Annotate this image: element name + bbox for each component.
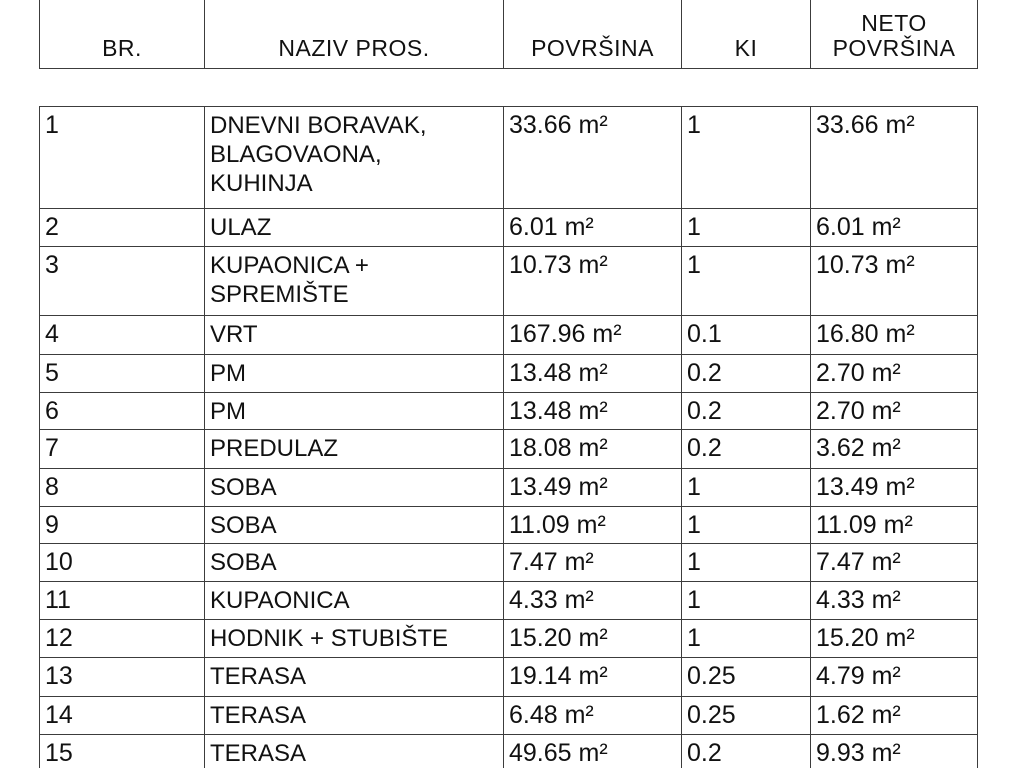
- cell-ki: 0.2: [682, 430, 811, 469]
- cell-number: 9: [40, 507, 205, 544]
- cell-ki: 1: [682, 247, 811, 316]
- cell-net-area: 15.20 m²: [811, 620, 978, 658]
- header-row: [40, 0, 978, 69]
- cell-number: 12: [40, 620, 205, 658]
- cell-area: 13.48 m²: [504, 355, 682, 393]
- cell-net-area: 11.09 m²: [811, 507, 978, 544]
- cell-ki: 1: [682, 544, 811, 582]
- cell-name: HODNIK + STUBIŠTE: [205, 620, 504, 658]
- cell-number: 4: [40, 316, 205, 355]
- cell-area: 33.66 m²: [504, 107, 682, 209]
- cell-number: 5: [40, 355, 205, 393]
- cell-ki: 0.1: [682, 316, 811, 355]
- cell-name: KUPAONICA: [205, 582, 504, 620]
- cell-area: 6.48 m²: [504, 697, 682, 735]
- cell-name: TERASA: [205, 735, 504, 768]
- table-row: [40, 107, 978, 209]
- table-row: [40, 393, 978, 430]
- cell-area: 49.65 m²: [504, 735, 682, 768]
- column-header-area: POVRŠINA: [504, 0, 682, 69]
- cell-name: ULAZ: [205, 209, 504, 247]
- cell-area: 15.20 m²: [504, 620, 682, 658]
- cell-area: 19.14 m²: [504, 658, 682, 697]
- table-row: [40, 658, 978, 697]
- cell-ki: 0.2: [682, 355, 811, 393]
- cell-number: 15: [40, 735, 205, 768]
- cell-area: 6.01 m²: [504, 209, 682, 247]
- cell-net-area: 4.33 m²: [811, 582, 978, 620]
- table-row: [40, 247, 978, 316]
- cell-ki: 1: [682, 469, 811, 507]
- cell-area: 10.73 m²: [504, 247, 682, 316]
- cell-area: 167.96 m²: [504, 316, 682, 355]
- cell-ki: 1: [682, 209, 811, 247]
- cell-area: 13.49 m²: [504, 469, 682, 507]
- cell-number: 2: [40, 209, 205, 247]
- table-row: [40, 735, 978, 768]
- cell-area: 18.08 m²: [504, 430, 682, 469]
- cell-net-area: 10.73 m²: [811, 247, 978, 316]
- table-row: [40, 544, 978, 582]
- cell-name: TERASA: [205, 697, 504, 735]
- cell-net-area: 13.49 m²: [811, 469, 978, 507]
- cell-net-area: 7.47 m²: [811, 544, 978, 582]
- cell-name: TERASA: [205, 658, 504, 697]
- column-header-ki: KI: [682, 0, 811, 69]
- cell-ki: 0.25: [682, 658, 811, 697]
- cell-number: 14: [40, 697, 205, 735]
- table-row: [40, 209, 978, 247]
- cell-ki: 0.2: [682, 393, 811, 430]
- cell-net-area: 4.79 m²: [811, 658, 978, 697]
- cell-net-area: 16.80 m²: [811, 316, 978, 355]
- cell-net-area: 33.66 m²: [811, 107, 978, 209]
- column-header-table: [39, 0, 978, 69]
- cell-net-area: 3.62 m²: [811, 430, 978, 469]
- cell-number: 6: [40, 393, 205, 430]
- table-body: [40, 107, 978, 768]
- cell-number: 3: [40, 247, 205, 316]
- table-row: [40, 620, 978, 658]
- column-header-net-area: NETO POVRŠINA: [811, 0, 978, 69]
- table-row: [40, 316, 978, 355]
- table-row: [40, 430, 978, 469]
- cell-net-area: 2.70 m²: [811, 393, 978, 430]
- cell-ki: 1: [682, 507, 811, 544]
- cell-name: PM: [205, 355, 504, 393]
- cell-ki: 0.2: [682, 735, 811, 768]
- column-header-number: BR.: [40, 0, 205, 69]
- cell-area: 7.47 m²: [504, 544, 682, 582]
- cell-number: 8: [40, 469, 205, 507]
- cell-name: SOBA: [205, 469, 504, 507]
- cell-name: KUPAONICA + SPREMIŠTE: [205, 247, 504, 316]
- cell-name: SOBA: [205, 507, 504, 544]
- table-row: [40, 469, 978, 507]
- cell-number: 11: [40, 582, 205, 620]
- cell-net-area: 9.93 m²: [811, 735, 978, 768]
- cell-number: 13: [40, 658, 205, 697]
- cell-ki: 0.25: [682, 697, 811, 735]
- cell-name: DNEVNI BORAVAK, BLAGOVAONA, KUHINJA: [205, 107, 504, 209]
- cell-number: 7: [40, 430, 205, 469]
- cell-name: PM: [205, 393, 504, 430]
- cell-number: 10: [40, 544, 205, 582]
- cell-name: SOBA: [205, 544, 504, 582]
- cell-area: 13.48 m²: [504, 393, 682, 430]
- column-header-name: NAZIV PROS.: [205, 0, 504, 69]
- cell-net-area: 1.62 m²: [811, 697, 978, 735]
- cell-net-area: 6.01 m²: [811, 209, 978, 247]
- cell-ki: 1: [682, 582, 811, 620]
- table-row: [40, 582, 978, 620]
- cell-number: 1: [40, 107, 205, 209]
- cell-area: 4.33 m²: [504, 582, 682, 620]
- cell-ki: 1: [682, 620, 811, 658]
- room-areas-table: [39, 106, 978, 768]
- table-row: [40, 507, 978, 544]
- cell-area: 11.09 m²: [504, 507, 682, 544]
- table-row: [40, 697, 978, 735]
- cell-name: VRT: [205, 316, 504, 355]
- cell-net-area: 2.70 m²: [811, 355, 978, 393]
- cell-ki: 1: [682, 107, 811, 209]
- table-row: [40, 355, 978, 393]
- cell-name: PREDULAZ: [205, 430, 504, 469]
